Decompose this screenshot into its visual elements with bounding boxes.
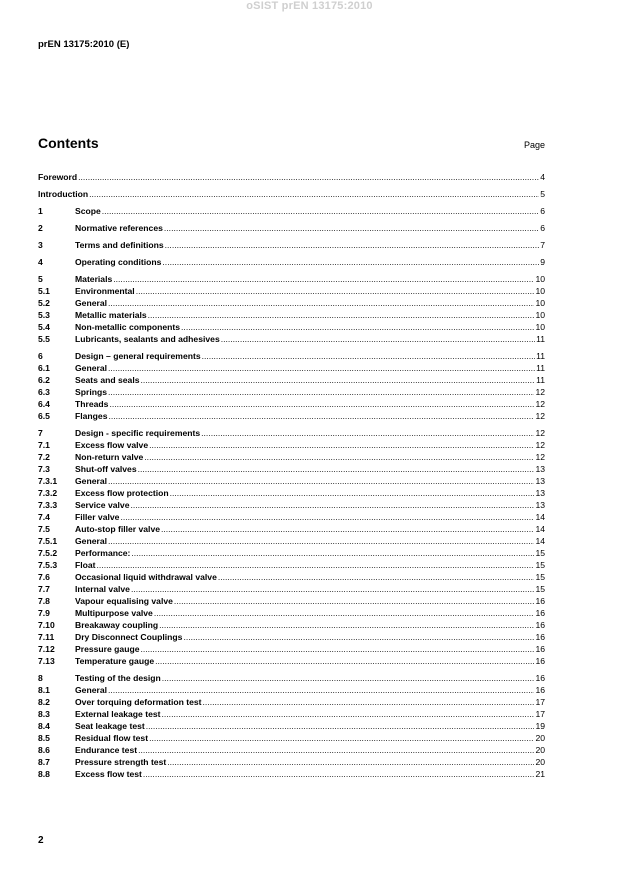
toc-entry-title[interactable]: Materials (75, 274, 113, 284)
toc-entry[interactable] (38, 487, 545, 499)
toc-dot-leader (174, 595, 535, 607)
toc-dot-leader (108, 410, 534, 422)
toc-entry-title[interactable]: Design – general requirements (75, 351, 201, 361)
toc-entry-page: 16 (535, 596, 545, 606)
toc-entry[interactable] (38, 595, 545, 607)
toc-entry-number: 8.6 (38, 745, 50, 755)
toc-entry-page: 16 (535, 656, 545, 666)
toc-entry-number: 6.1 (38, 363, 50, 373)
toc-dot-leader (159, 619, 534, 631)
toc-entry-title[interactable]: Excess flow test (75, 769, 142, 779)
toc-dot-leader (108, 386, 534, 398)
toc-entry[interactable] (38, 511, 545, 523)
toc-entry-title[interactable]: Residual flow test (75, 733, 149, 743)
toc-dot-leader (109, 398, 534, 410)
toc-entry-number: 7.11 (38, 632, 55, 642)
page-number: 2 (38, 835, 44, 846)
toc-entry-number: 7.13 (38, 656, 55, 666)
toc-entry-number: 8.4 (38, 721, 50, 731)
toc-section-group (38, 273, 545, 345)
toc-entry-title[interactable]: Foreword (38, 172, 78, 182)
toc-entry-title[interactable]: Multipurpose valve (75, 608, 153, 618)
toc-entry-title[interactable]: Normative references (75, 223, 163, 233)
toc-entry-page: 21 (535, 769, 545, 779)
toc-entry[interactable] (38, 171, 545, 183)
toc-entry-number: 7.9 (38, 608, 50, 618)
toc-entry-title[interactable]: Metallic materials (75, 310, 147, 320)
toc-entry-number: 7.8 (38, 596, 50, 606)
toc-entry-page: 7 (540, 240, 545, 250)
toc-entry[interactable] (38, 643, 545, 655)
toc-entry-title[interactable]: Filler valve (75, 512, 120, 522)
toc-entry-title[interactable]: Operating conditions (75, 257, 162, 267)
toc-dot-leader (167, 756, 534, 768)
toc-entry-page: 15 (535, 560, 545, 570)
toc-entry[interactable] (38, 239, 545, 251)
toc-entry-page: 14 (535, 524, 545, 534)
toc-entry[interactable] (38, 559, 545, 571)
toc-entry-page: 14 (535, 536, 545, 546)
toc-entry[interactable] (38, 631, 545, 643)
toc-entry-page: 14 (535, 512, 545, 522)
toc-entry-number: 7.4 (38, 512, 50, 522)
toc-entry-page: 6 (540, 206, 545, 216)
toc-dot-leader (131, 547, 534, 559)
toc-entry-title[interactable]: Seat leakage test (75, 721, 145, 731)
toc-entry-page: 13 (535, 488, 545, 498)
toc-entry-number: 7.5 (38, 524, 50, 534)
toc-entry[interactable] (38, 475, 545, 487)
toc-dot-leader (162, 708, 535, 720)
toc-dot-leader (113, 273, 534, 285)
toc-entry[interactable] (38, 696, 545, 708)
toc-dot-leader (102, 205, 539, 217)
toc-entry-number: 7.12 (38, 644, 55, 654)
toc-entry[interactable] (38, 523, 545, 535)
toc-entry-title[interactable]: Seats and seals (75, 375, 140, 385)
toc-entry-page: 13 (535, 464, 545, 474)
toc-dot-leader (143, 768, 535, 780)
toc-dot-leader (202, 350, 535, 362)
toc-entry-title[interactable]: Breakaway coupling (75, 620, 159, 630)
toc-entry-title[interactable]: Performance: (75, 548, 131, 558)
toc-entry-title[interactable]: Threads (75, 399, 109, 409)
toc-dot-leader (164, 222, 539, 234)
toc-entry-number: 8.1 (38, 685, 50, 695)
toc-entry-number: 8.7 (38, 757, 50, 767)
toc-entry-title[interactable]: General (75, 536, 108, 546)
toc-entry-title[interactable]: Float (75, 560, 96, 570)
toc-entry-number: 7.5.2 (38, 548, 58, 558)
toc-entry[interactable] (38, 655, 545, 667)
toc-entry-page: 11 (536, 334, 545, 344)
toc-entry-title[interactable]: Testing of the design (75, 673, 161, 683)
toc-entry[interactable] (38, 619, 545, 631)
toc-section-group (38, 205, 545, 217)
toc-entry-number: 7.6 (38, 572, 50, 582)
toc-entry-page: 10 (535, 274, 545, 284)
toc-entry-title[interactable]: Flanges (75, 411, 108, 421)
toc-entry-page: 12 (535, 387, 545, 397)
toc-dot-leader (138, 744, 534, 756)
watermark: oSIST prEN 13175:2010 (246, 0, 373, 12)
toc-entry-title[interactable]: Non-return valve (75, 452, 144, 462)
toc-entry[interactable] (38, 285, 545, 297)
toc-entry-number: 5.3 (38, 310, 50, 320)
toc-entry-page: 19 (535, 721, 545, 731)
toc-entry-title[interactable]: Introduction (38, 189, 89, 199)
toc-entry-title[interactable]: Service valve (75, 500, 130, 510)
toc-entry-number: 8 (38, 673, 43, 683)
toc-entry[interactable] (38, 756, 545, 768)
toc-entry-number: 8.2 (38, 697, 50, 707)
toc-entry-title[interactable]: Springs (75, 387, 107, 397)
toc-entry[interactable] (38, 297, 545, 309)
toc-dot-leader (108, 297, 534, 309)
toc-dot-leader (146, 720, 535, 732)
toc-entry-title[interactable]: Endurance test (75, 745, 138, 755)
toc-entry[interactable] (38, 672, 545, 684)
toc-entry[interactable] (38, 410, 545, 422)
toc-entry[interactable] (38, 535, 545, 547)
toc-entry-page: 4 (540, 172, 545, 182)
toc-section-group (38, 222, 545, 234)
toc-entry[interactable] (38, 321, 545, 333)
toc-entry-page: 13 (535, 476, 545, 486)
toc-entry-page: 12 (535, 411, 545, 421)
toc-dot-leader (181, 321, 534, 333)
toc-entry-number: 5 (38, 274, 43, 284)
toc-entry[interactable] (38, 188, 545, 200)
toc-dot-leader (108, 362, 535, 374)
toc-entry-title[interactable]: Excess flow valve (75, 440, 149, 450)
toc-entry-page: 10 (535, 286, 545, 296)
toc-entry-title[interactable]: Excess flow protection (75, 488, 169, 498)
toc-entry-number: 7.3 (38, 464, 50, 474)
toc-entry[interactable] (38, 350, 545, 362)
toc-entry[interactable] (38, 720, 545, 732)
toc-entry-number: 7.7 (38, 584, 50, 594)
toc-dot-leader (221, 333, 535, 345)
toc-dot-leader (203, 696, 535, 708)
toc-entry-number: 3 (38, 240, 43, 250)
toc-dot-leader (136, 285, 535, 297)
toc-entry-page: 12 (535, 452, 545, 462)
toc-dot-leader (183, 631, 534, 643)
toc-dot-leader (149, 439, 534, 451)
toc-entry-number: 6.2 (38, 375, 50, 385)
toc-entry-page: 16 (535, 632, 545, 642)
toc-entry-title[interactable]: Non-metallic components (75, 322, 181, 332)
toc-entry-page: 10 (535, 310, 545, 320)
toc-section-group (38, 171, 545, 183)
toc-entry-number: 1 (38, 206, 43, 216)
toc-entry-page: 15 (535, 572, 545, 582)
toc-entry-title[interactable]: Temperature gauge (75, 656, 155, 666)
toc-dot-leader (141, 374, 536, 386)
toc-entry-number: 7.3.2 (38, 488, 58, 498)
toc-entry-number: 5.5 (38, 334, 50, 344)
toc-entry-title[interactable]: Design - specific requirements (75, 428, 201, 438)
toc-entry[interactable] (38, 768, 545, 780)
toc-entry-number: 7.3.1 (38, 476, 58, 486)
toc-entry-page: 10 (535, 322, 545, 332)
toc-entry-page: 12 (535, 428, 545, 438)
toc-entry[interactable] (38, 427, 545, 439)
toc-entry-page: 20 (535, 757, 545, 767)
toc-section-group (38, 427, 545, 667)
toc-entry[interactable] (38, 708, 545, 720)
toc-entry-title[interactable]: General (75, 476, 108, 486)
toc-entry-title[interactable]: Occasional liquid withdrawal valve (75, 572, 217, 582)
toc-entry-page: 17 (535, 709, 545, 719)
toc-entry-page: 16 (535, 685, 545, 695)
toc-entry[interactable] (38, 386, 545, 398)
toc-entry-number: 7.2 (38, 452, 50, 462)
toc-entry[interactable] (38, 499, 545, 511)
toc-entry-page: 11 (536, 375, 545, 385)
toc-dot-leader (130, 499, 534, 511)
toc-entry-title[interactable]: External leakage test (75, 709, 161, 719)
toc-entry[interactable] (38, 547, 545, 559)
toc-dot-leader (108, 535, 534, 547)
toc-entry-title[interactable]: Internal valve (75, 584, 130, 594)
toc-entry-number: 7.3.3 (38, 500, 58, 510)
toc-dot-leader (170, 487, 535, 499)
toc-entry-number: 7.1 (38, 440, 50, 450)
toc-entry[interactable] (38, 744, 545, 756)
toc-entry[interactable] (38, 439, 545, 451)
toc-entry-number: 5.4 (38, 322, 50, 332)
toc-dot-leader (144, 451, 534, 463)
toc-dot-leader (149, 732, 534, 744)
toc-entry-page: 6 (540, 223, 545, 233)
toc-entry-title[interactable]: General (75, 298, 108, 308)
toc-entry-page: 17 (535, 697, 545, 707)
toc-entry-number: 2 (38, 223, 43, 233)
toc-entry[interactable] (38, 222, 545, 234)
toc-entry-title[interactable]: Shut-off valves (75, 464, 137, 474)
page-column-label: Page (523, 140, 545, 150)
toc-dot-leader (138, 463, 535, 475)
toc-entry[interactable] (38, 398, 545, 410)
toc-entry-title[interactable]: Terms and definitions (75, 240, 164, 250)
toc-entry-page: 15 (535, 584, 545, 594)
toc-entry-number: 5.1 (38, 286, 50, 296)
toc-dot-leader (120, 511, 534, 523)
toc-entry-number: 7 (38, 428, 43, 438)
toc-entry-page: 9 (540, 257, 545, 267)
toc-entry[interactable] (38, 607, 545, 619)
toc-dot-leader (148, 309, 535, 321)
toc-entry-page: 12 (535, 399, 545, 409)
toc-entry-title[interactable]: Pressure strength test (75, 757, 167, 767)
toc-entry-page: 10 (535, 298, 545, 308)
toc-dot-leader (97, 559, 535, 571)
toc-entry[interactable] (38, 571, 545, 583)
toc-dot-leader (162, 672, 535, 684)
toc-section-group (38, 672, 545, 780)
toc-entry[interactable] (38, 205, 545, 217)
toc-entry-page: 16 (535, 644, 545, 654)
toc-entry-title[interactable]: Dry Disconnect Couplings (75, 632, 183, 642)
toc-entry-title[interactable]: Over torquing deformation test (75, 697, 202, 707)
toc-entry-page: 12 (535, 440, 545, 450)
toc-entry-page: 16 (535, 620, 545, 630)
toc-entry[interactable] (38, 684, 545, 696)
toc-entry-page: 13 (535, 500, 545, 510)
toc-entry-title[interactable]: Vapour equalising valve (75, 596, 173, 606)
toc-entry-number: 4 (38, 257, 43, 267)
toc-entry[interactable] (38, 463, 545, 475)
toc-entry[interactable] (38, 583, 545, 595)
toc-entry-number: 6.4 (38, 399, 50, 409)
toc-dot-leader (140, 643, 534, 655)
toc-entry-page: 16 (535, 608, 545, 618)
toc-section-group (38, 256, 545, 268)
toc-entry-title[interactable]: General (75, 363, 108, 373)
toc-entry-page: 16 (535, 673, 545, 683)
toc-entry-title[interactable]: Environmental (75, 286, 135, 296)
toc-entry-number: 7.5.1 (38, 536, 58, 546)
toc-entry[interactable] (38, 732, 545, 744)
toc-entry-number: 7.5.3 (38, 560, 58, 570)
toc-dot-leader (108, 684, 534, 696)
toc-entry[interactable] (38, 451, 545, 463)
toc-dot-leader (108, 475, 534, 487)
toc-dot-leader (155, 655, 534, 667)
toc-section-group (38, 239, 545, 251)
toc-entry[interactable] (38, 256, 545, 268)
toc-entry-title[interactable]: General (75, 685, 108, 695)
toc-entry-title[interactable]: Auto-stop filler valve (75, 524, 160, 534)
toc-dot-leader (218, 571, 535, 583)
contents-heading: Contents (38, 135, 99, 151)
toc-entry-number: 7.10 (38, 620, 55, 630)
toc-entry-page: 20 (535, 733, 545, 743)
toc-entry-title[interactable]: Pressure gauge (75, 644, 140, 654)
toc-entry-title[interactable]: Lubricants, sealants and adhesives (75, 334, 220, 344)
toc-entry-number: 5.2 (38, 298, 50, 308)
toc-dot-leader (154, 607, 535, 619)
toc-section-group (38, 188, 545, 200)
toc-entry-number: 6.5 (38, 411, 50, 421)
toc-entry-page: 15 (535, 548, 545, 558)
toc-entry-page: 11 (536, 363, 545, 373)
toc-entry[interactable] (38, 273, 545, 285)
toc-dot-leader (161, 523, 534, 535)
toc-entry-page: 5 (540, 189, 545, 199)
toc-entry-number: 8.3 (38, 709, 50, 719)
toc-entry-number: 8.8 (38, 769, 50, 779)
toc-dot-leader (165, 239, 540, 251)
toc-entry[interactable] (38, 362, 545, 374)
document-id: prEN 13175:2010 (E) (38, 39, 130, 50)
toc-entry-page: 11 (536, 351, 545, 361)
toc-entry-number: 6.3 (38, 387, 50, 397)
toc-dot-leader (78, 171, 539, 183)
toc-dot-leader (89, 188, 539, 200)
toc-entry-number: 6 (38, 351, 43, 361)
toc-entry-title[interactable]: Scope (75, 206, 101, 216)
table-of-contents (38, 171, 545, 785)
toc-entry[interactable] (38, 374, 545, 386)
toc-dot-leader (162, 256, 539, 268)
toc-entry[interactable] (38, 309, 545, 321)
toc-entry-number: 8.5 (38, 733, 50, 743)
toc-dot-leader (201, 427, 534, 439)
toc-section-group (38, 350, 545, 422)
toc-dot-leader (131, 583, 535, 595)
toc-entry-page: 20 (535, 745, 545, 755)
toc-entry[interactable] (38, 333, 545, 345)
